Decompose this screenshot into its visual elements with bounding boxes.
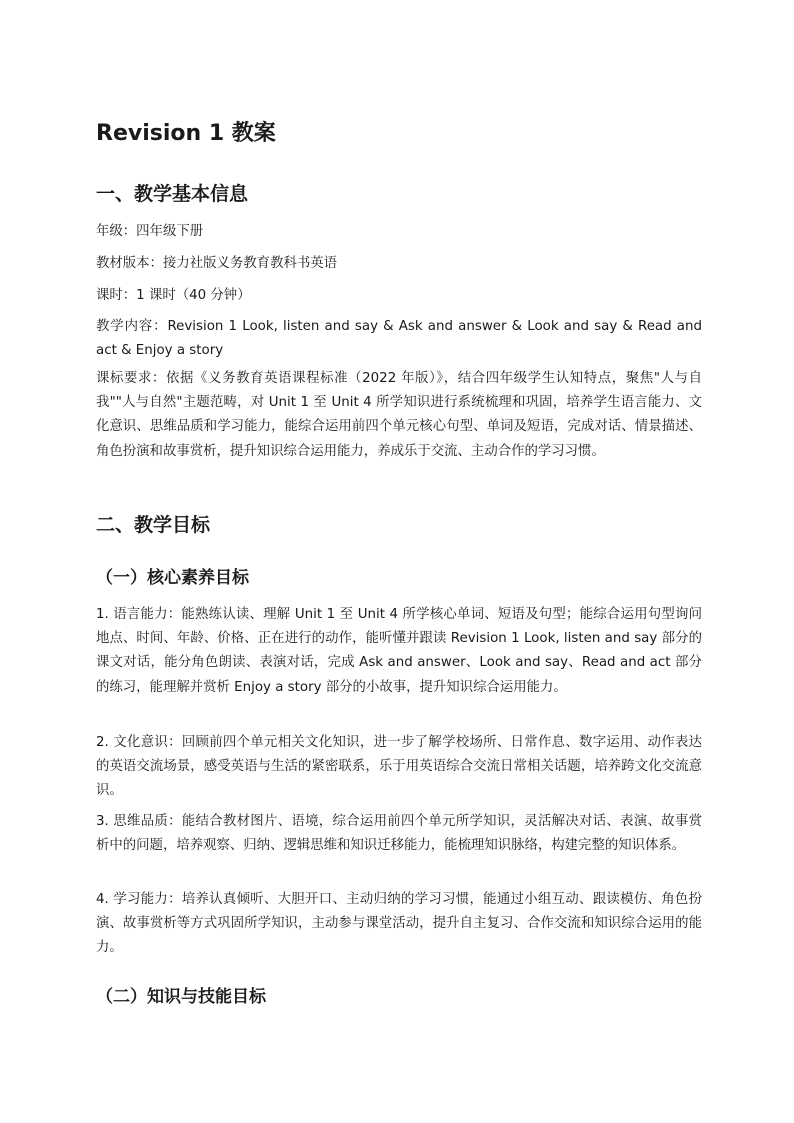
subsection-heading-core-literacy: （一）核心素养目标	[96, 568, 249, 588]
goal-item-learning: 4. 学习能力：培养认真倾听、大胆开口、主动归纳的学习习惯，能通过小组互动、跟读模仿、角色扮演、故事赏析等方式巩固所学知识，主动参与课堂活动，提升自主复习、合作交流和知识综合运用的能力。	[96, 892, 702, 956]
section-heading-teaching-goals: 二、教学目标	[96, 514, 211, 536]
info-curriculum: 课标要求：依据《义务教育英语课程标准（2022 年版）》，结合四年级学生认知特点，聚焦"人与自我""人与自然"主题范畴，对 Unit 1 至 Unit 4 所学知识进行系统梳理和巩固，培养学生语言能力、文化意识、思维品质和学习能力，能综合运用前四个单元核心句型、单词及短语，完成对话、情景描述、角色扮演和故事赏析，提升知识综合运用能力，养成乐于交流、主动合作的学习习惯。	[96, 371, 702, 459]
goal-item-culture: 2. 文化意识：回顾前四个单元相关文化知识，进一步了解学校场所、日常作息、数字运用、动作表达的英语交流场景，感受英语与生活的紧密联系，乐于用英语综合交流日常相关话题，培养跨文化交流意识。	[96, 735, 702, 799]
document-title: Revision 1 教案	[96, 121, 276, 146]
section-heading-basic-info: 一、教学基本信息	[96, 183, 249, 205]
info-grade: 年级：四年级下册	[96, 224, 204, 239]
goal-item-language: 1. 语言能力：能熟练认读、理解 Unit 1 至 Unit 4 所学核心单词、短语及句型；能综合运用句型询问地点、时间、年龄、价格、正在进行的动作，能听懂并跟读 Revision 1 Look, listen and say 部分的课文对话，能分角色朗读、表演对话，完成 Ask and answer、Look and say、Read and act 部分的练习，能理解并赏析 Enjoy a story 部分的小故事，提升知识综合运用能力。	[96, 607, 702, 695]
info-content: 教学内容：Revision 1 Look, listen and say & Ask and answer & Look and say & Read and act & Enjoy a story	[96, 319, 702, 359]
info-textbook: 教材版本：接力社版义务教育教科书英语	[96, 256, 338, 271]
subsection-heading-knowledge-skills: （二）知识与技能目标	[96, 987, 266, 1007]
goal-item-thinking: 3. 思维品质：能结合教材图片、语境，综合运用前四个单元所学知识，灵活解决对话、表演、故事赏析中的问题，培养观察、归纳、逻辑思维和知识迁移能力，能梳理知识脉络，构建完整的知识体系。	[96, 814, 702, 854]
info-period: 课时：1 课时（40 分钟）	[96, 288, 251, 303]
